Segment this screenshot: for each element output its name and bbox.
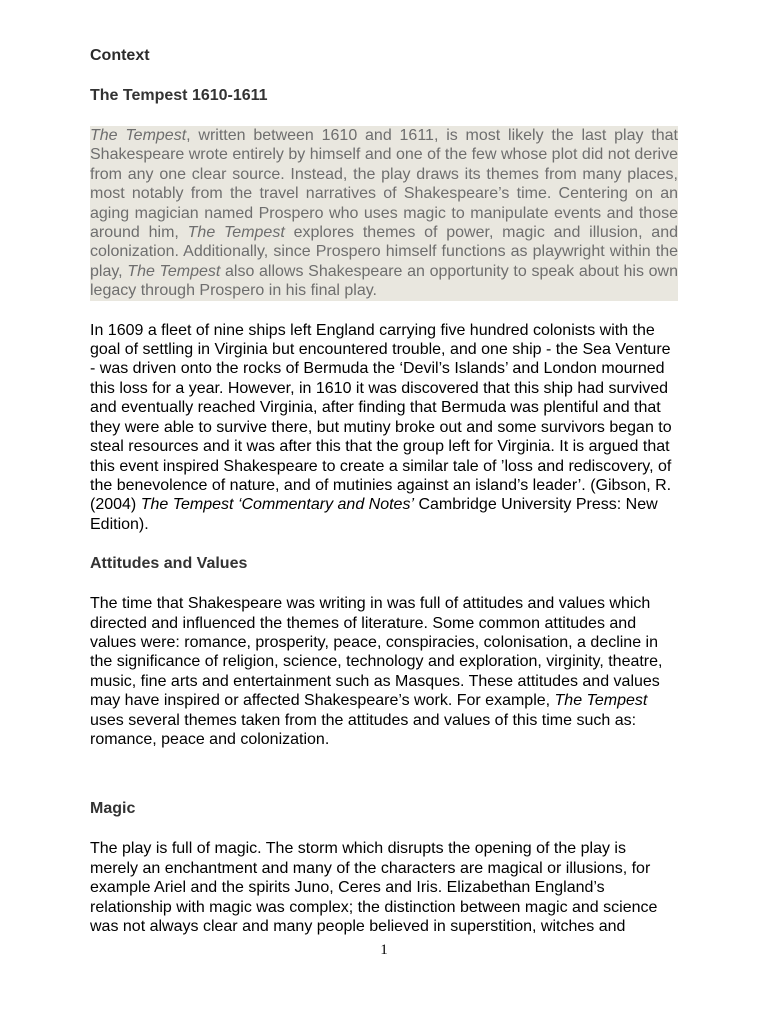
citation-title: The Tempest ‘Commentary and Notes’	[140, 496, 415, 514]
play-title: The Tempest	[187, 224, 285, 242]
summary-paragraph	[90, 126, 678, 301]
magic-paragraph: The play is full of magic. The storm which disrupts the opening of the play is merely an enchantment and many of the characters are magical or illusions, for example Ariel and the spirits Juno, Ceres and Iris. Elizabethan England’s relationship with magic was complex; the distinction between magic and science was not always clear and many people believed in superstition, witches and	[90, 840, 658, 935]
summary-text: explores themes of power, magic and illusion, and colonization. Additionally, since Prospero himself functions as playwright within the play,	[90, 224, 678, 280]
history-text: In 1609 a fleet of nine ships left England carrying five hundred colonists with the goal of settling in Virginia but encountered trouble, and one ship - the Sea Venture - was driven onto the rocks of Bermuda the ‘Devil’s Islands’ and London mourned this loss for a year. However, in 1610 it was discovered that this ship had survived and eventually reached Virginia, after finding that Bermuda was plentiful and that they were able to survive there, but mutiny broke out and some survivors began to steal resources and it was after this that the group left for Virginia. It is argued that this event inspired Shakespeare to create a similar tale of ’loss and rediscovery, of the benevolence of nature, and of mutinies against an island’s leader’. (Gibson, R. (2004)	[90, 321, 672, 514]
context-heading: Context	[90, 47, 150, 64]
history-paragraph	[90, 321, 678, 534]
summary-text: also allows Shakespeare an opportunity to speak about his own legacy through Prospero in his final play.	[90, 262, 679, 300]
page-number: 1	[380, 942, 388, 958]
magic-heading: Magic	[90, 800, 136, 818]
play-title: The Tempest	[90, 127, 187, 144]
history-text: Cambridge University Press: New Edition).	[90, 496, 658, 533]
play-title: The Tempest	[554, 692, 648, 710]
attitudes-text: uses several themes taken from the attitudes and values of this time such as: romance, peace and colonization.	[90, 711, 637, 748]
attitudes-text: The time that Shakespeare was writing in was full of attitudes and values which directed and influenced the themes of literature. Some common attitudes and values were: romance, prosperity, peace, conspiracies, colonisation, a decline in the significance of religion, science, technology and exploration, virginity, theatre, music, fine arts and entertainment such as Masques. These attitudes and values may have inspired or affected Shakespeare’s work. For example,	[90, 595, 663, 710]
play-title: The Tempest	[127, 262, 221, 280]
tempest-heading: The Tempest 1610-1611	[90, 87, 268, 104]
attitudes-paragraph	[90, 594, 678, 749]
summary-text: , written between 1610 and 1611, is most likely the last play that Shakespeare wrote entirely by himself and one of the few whose plot did not derive from any one clear source. Instead, the play draws its themes from many places, most notably from the travel narratives of Shakespeare’s time. Centering on an aging magician named Prospero who uses magic to manipulate events and those around him,	[90, 127, 678, 242]
attitudes-heading: Attitudes and Values	[90, 555, 248, 573]
document-page	[90, 46, 678, 936]
